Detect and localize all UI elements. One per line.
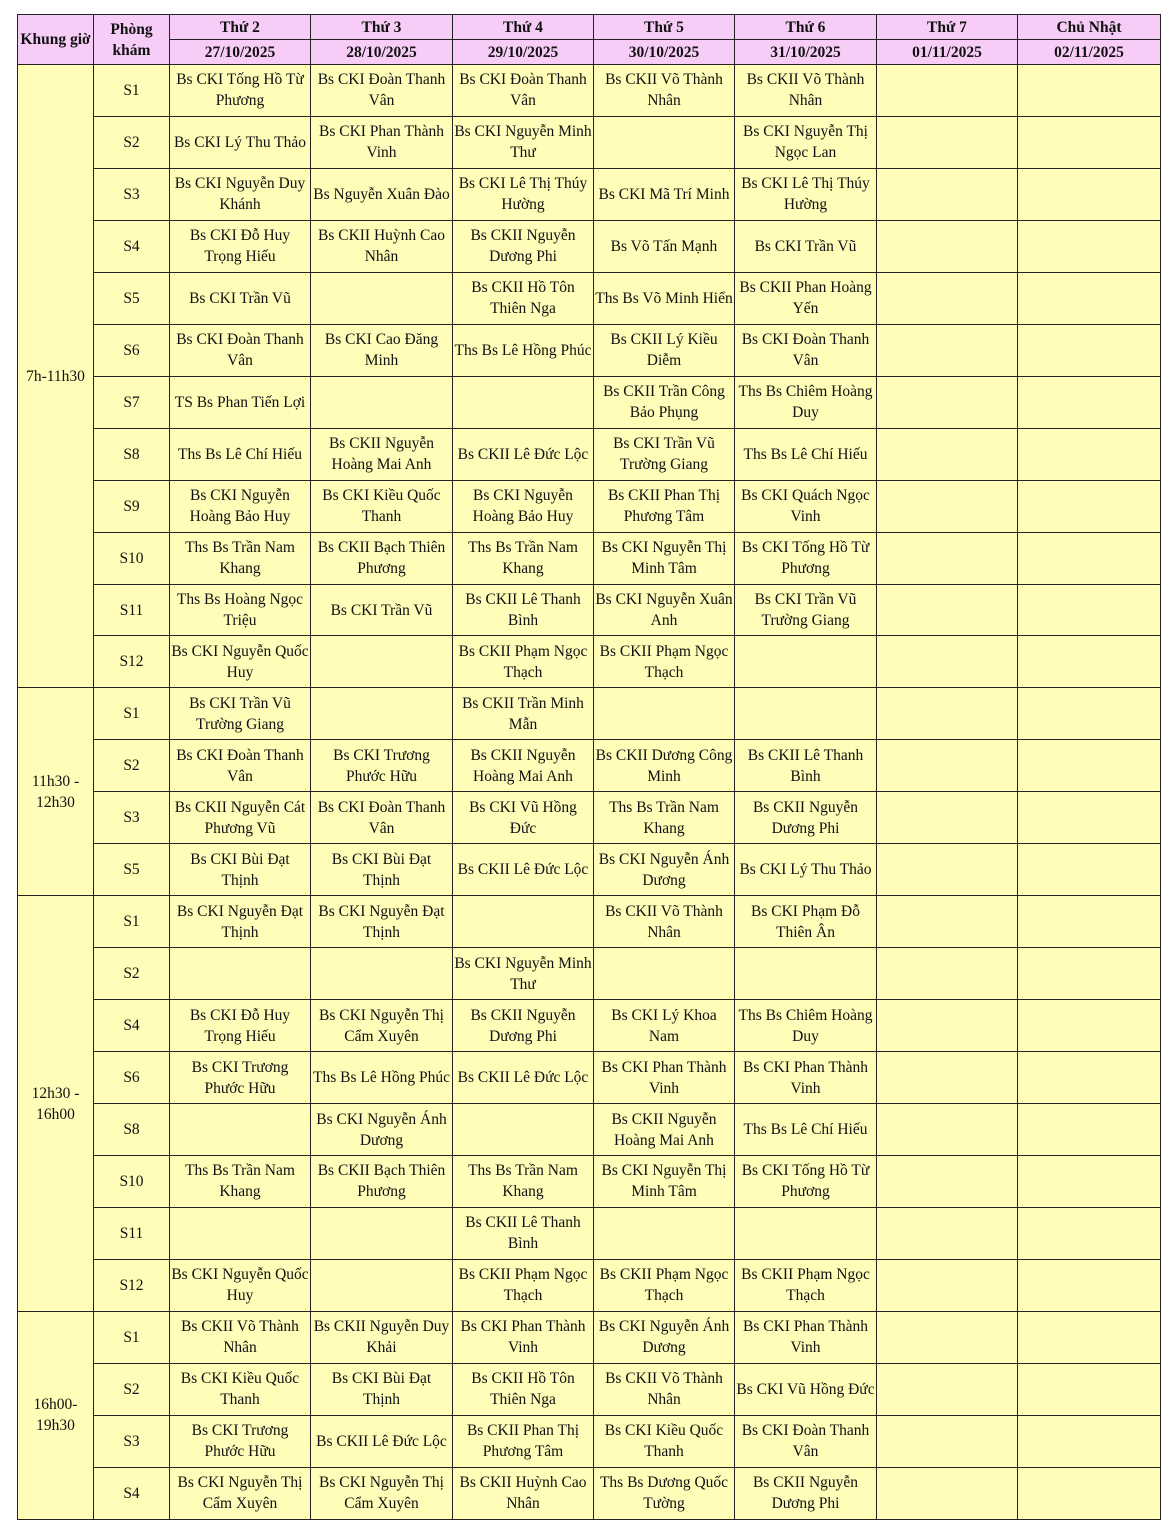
table-row (18, 1311, 1161, 1363)
doctor-cell (594, 948, 735, 1000)
header-day: Chủ Nhật (1018, 15, 1161, 40)
doctor-cell (1018, 792, 1161, 844)
header-date: 30/10/2025 (594, 40, 735, 65)
doctor-cell: Bs CKII Phạm Ngọc Thạch (735, 1259, 877, 1311)
doctor-cell: Ths Bs Trần Nam Khang (453, 1156, 594, 1208)
time-slot-cell: 16h00- 19h30 (18, 1311, 94, 1519)
doctor-cell (877, 272, 1018, 324)
doctor-cell (877, 688, 1018, 740)
doctor-cell (877, 532, 1018, 584)
doctor-cell (1018, 428, 1161, 480)
doctor-cell: Bs CKII Võ Thành Nhân (594, 65, 735, 117)
table-row (18, 688, 1161, 740)
table-row (18, 168, 1161, 220)
doctor-cell: Ths Bs Chiêm Hoàng Duy (735, 376, 877, 428)
room-cell: S2 (94, 948, 170, 1000)
table-row (18, 1207, 1161, 1259)
doctor-cell: Bs CKII Hồ Tôn Thiên Nga (453, 1363, 594, 1415)
doctor-cell: Bs CKI Nguyễn Xuân Anh (594, 584, 735, 636)
room-cell: S11 (94, 584, 170, 636)
doctor-cell: Bs CKI Nguyễn Thị Minh Tâm (594, 532, 735, 584)
doctor-cell: Ths Bs Trần Nam Khang (170, 1156, 311, 1208)
header-row-days (18, 15, 1161, 40)
doctor-cell (311, 1207, 453, 1259)
time-slot-cell: 7h-11h30 (18, 65, 94, 688)
room-cell: S1 (94, 688, 170, 740)
doctor-cell: Bs CKII Lê Đức Lộc (311, 1415, 453, 1467)
doctor-cell: Bs CKII Phan Thị Phương Tâm (453, 1415, 594, 1467)
room-cell: S2 (94, 116, 170, 168)
doctor-cell (735, 688, 877, 740)
doctor-cell (1018, 1104, 1161, 1156)
doctor-cell: Bs CKI Tống Hồ Từ Phương (170, 65, 311, 117)
doctor-cell: Bs CKI Nguyễn Hoàng Bảo Huy (170, 480, 311, 532)
doctor-cell: TS Bs Phan Tiến Lợi (170, 376, 311, 428)
doctor-cell: Bs CKII Lê Thanh Bình (453, 584, 594, 636)
room-cell: S1 (94, 896, 170, 948)
doctor-cell (1018, 480, 1161, 532)
doctor-cell: Ths Bs Trần Nam Khang (453, 532, 594, 584)
doctor-cell (1018, 688, 1161, 740)
doctor-cell: Bs CKII Lê Thanh Bình (453, 1207, 594, 1259)
room-cell: S4 (94, 1000, 170, 1052)
table-row (18, 1259, 1161, 1311)
header-day: Thứ 7 (877, 15, 1018, 40)
doctor-cell: Bs CKI Lê Thị Thúy Hường (453, 168, 594, 220)
doctor-cell (170, 948, 311, 1000)
doctor-cell: Bs CKI Đoàn Thanh Vân (735, 324, 877, 376)
doctor-cell (877, 1156, 1018, 1208)
doctor-cell: Bs CKI Phan Thành Vinh (735, 1052, 877, 1104)
header-row-dates (18, 40, 1161, 65)
doctor-cell: Ths Bs Dương Quốc Tường (594, 1467, 735, 1519)
room-cell: S3 (94, 1415, 170, 1467)
doctor-cell: Bs CKII Dương Công Minh (594, 740, 735, 792)
doctor-cell (1018, 636, 1161, 688)
doctor-cell: Bs CKII Nguyễn Duy Khải (311, 1311, 453, 1363)
doctor-cell: Bs CKII Huỳnh Cao Nhân (453, 1467, 594, 1519)
doctor-cell (1018, 1415, 1161, 1467)
doctor-cell: Bs CKI Bùi Đạt Thịnh (170, 844, 311, 896)
doctor-cell (311, 1259, 453, 1311)
doctor-cell: Bs CKI Phan Thành Vinh (311, 116, 453, 168)
doctor-cell: Ths Bs Lê Hồng Phúc (311, 1052, 453, 1104)
doctor-cell: Bs CKI Phan Thành Vinh (453, 1311, 594, 1363)
doctor-cell (877, 220, 1018, 272)
table-row (18, 584, 1161, 636)
header-date: 27/10/2025 (170, 40, 311, 65)
table-row (18, 896, 1161, 948)
header-date: 28/10/2025 (311, 40, 453, 65)
table-row (18, 636, 1161, 688)
header-day: Thứ 6 (735, 15, 877, 40)
doctor-cell (594, 688, 735, 740)
doctor-cell (1018, 948, 1161, 1000)
table-row (18, 65, 1161, 117)
doctor-cell (877, 1467, 1018, 1519)
doctor-cell: Bs CKI Kiều Quốc Thanh (594, 1415, 735, 1467)
doctor-cell (877, 896, 1018, 948)
doctor-cell: Bs CKII Phạm Ngọc Thạch (594, 636, 735, 688)
doctor-cell: Bs CKI Trương Phước Hữu (170, 1052, 311, 1104)
doctor-cell: Bs CKI Lý Thu Thảo (735, 844, 877, 896)
doctor-cell: Bs CKI Trần Vũ Trường Giang (735, 584, 877, 636)
table-row (18, 272, 1161, 324)
doctor-cell: Bs CKI Phạm Đỗ Thiên Ân (735, 896, 877, 948)
doctor-cell: Bs CKI Nguyễn Thị Cẩm Xuyên (311, 1467, 453, 1519)
doctor-cell: Bs CKI Đoàn Thanh Vân (311, 65, 453, 117)
doctor-cell (877, 1259, 1018, 1311)
doctor-cell: Bs CKII Lý Kiều Diễm (594, 324, 735, 376)
doctor-cell: Bs CKI Kiều Quốc Thanh (311, 480, 453, 532)
table-row (18, 116, 1161, 168)
doctor-cell: Bs CKII Phạm Ngọc Thạch (594, 1259, 735, 1311)
doctor-cell: Bs CKII Nguyễn Dương Phi (735, 1467, 877, 1519)
doctor-cell (877, 792, 1018, 844)
room-cell: S5 (94, 844, 170, 896)
doctor-cell (877, 428, 1018, 480)
doctor-cell (1018, 1311, 1161, 1363)
doctor-cell: Bs CKII Nguyễn Hoàng Mai Anh (453, 740, 594, 792)
doctor-cell: Bs CKII Lê Đức Lộc (453, 844, 594, 896)
doctor-cell: Bs CKI Vũ Hồng Đức (453, 792, 594, 844)
doctor-cell (1018, 376, 1161, 428)
doctor-cell (1018, 168, 1161, 220)
doctor-cell (735, 636, 877, 688)
doctor-cell (877, 1363, 1018, 1415)
doctor-cell (594, 116, 735, 168)
doctor-cell: Bs CKI Quách Ngọc Vinh (735, 480, 877, 532)
doctor-cell (1018, 1156, 1161, 1208)
doctor-cell: Bs CKI Vũ Hồng Đức (735, 1363, 877, 1415)
room-cell: S2 (94, 1363, 170, 1415)
table-row (18, 324, 1161, 376)
table-row (18, 1000, 1161, 1052)
doctor-cell: Bs CKI Nguyễn Thị Minh Tâm (594, 1156, 735, 1208)
table-row (18, 844, 1161, 896)
doctor-cell: Bs CKI Bùi Đạt Thịnh (311, 844, 453, 896)
doctor-cell (1018, 844, 1161, 896)
doctor-cell: Ths Bs Trần Nam Khang (594, 792, 735, 844)
room-cell: S9 (94, 480, 170, 532)
room-cell: S11 (94, 1207, 170, 1259)
doctor-cell (877, 1415, 1018, 1467)
doctor-cell: Bs CKII Phạm Ngọc Thạch (453, 1259, 594, 1311)
room-cell: S8 (94, 1104, 170, 1156)
schedule-table (17, 14, 1161, 1520)
doctor-cell (594, 1207, 735, 1259)
doctor-cell (877, 636, 1018, 688)
doctor-cell: Bs CKI Nguyễn Đạt Thịnh (311, 896, 453, 948)
doctor-cell (877, 844, 1018, 896)
doctor-cell (1018, 1207, 1161, 1259)
doctor-cell: Bs CKII Võ Thành Nhân (594, 1363, 735, 1415)
header-date: 02/11/2025 (1018, 40, 1161, 65)
doctor-cell (1018, 116, 1161, 168)
schedule-body (18, 65, 1161, 1520)
doctor-cell: Bs CKI Trương Phước Hữu (311, 740, 453, 792)
room-cell: S8 (94, 428, 170, 480)
doctor-cell: Bs CKI Tống Hồ Từ Phương (735, 1156, 877, 1208)
header-room: Phòng khám (94, 15, 170, 65)
header-day: Thứ 5 (594, 15, 735, 40)
doctor-cell: Bs CKI Tống Hồ Từ Phương (735, 532, 877, 584)
doctor-cell (1018, 1000, 1161, 1052)
doctor-cell: Bs CKI Nguyễn Ánh Dương (594, 844, 735, 896)
doctor-cell: Bs CKI Nguyễn Thị Cẩm Xuyên (311, 1000, 453, 1052)
doctor-cell: Bs CKII Trần Công Bảo Phụng (594, 376, 735, 428)
doctor-cell: Bs CKII Nguyễn Hoàng Mai Anh (594, 1104, 735, 1156)
doctor-cell: Ths Bs Lê Hồng Phúc (453, 324, 594, 376)
doctor-cell: Bs CKII Võ Thành Nhân (735, 65, 877, 117)
doctor-cell (877, 376, 1018, 428)
doctor-cell: Bs CKII Lê Thanh Bình (735, 740, 877, 792)
table-row (18, 220, 1161, 272)
table-row (18, 532, 1161, 584)
room-cell: S1 (94, 1311, 170, 1363)
doctor-cell (877, 1311, 1018, 1363)
doctor-cell (170, 1104, 311, 1156)
doctor-cell: Bs CKI Đoàn Thanh Vân (453, 65, 594, 117)
room-cell: S4 (94, 1467, 170, 1519)
doctor-cell (877, 740, 1018, 792)
doctor-cell (877, 584, 1018, 636)
doctor-cell: Bs CKI Nguyễn Quốc Huy (170, 636, 311, 688)
doctor-cell (877, 1052, 1018, 1104)
doctor-cell: Bs CKII Bạch Thiên Phương (311, 532, 453, 584)
room-cell: S10 (94, 1156, 170, 1208)
doctor-cell (1018, 1052, 1161, 1104)
doctor-cell: Bs Võ Tấn Mạnh (594, 220, 735, 272)
doctor-cell: Ths Bs Hoàng Ngọc Triệu (170, 584, 311, 636)
doctor-cell: Bs CKI Lê Thị Thúy Hường (735, 168, 877, 220)
doctor-cell: Bs CKI Đỗ Huy Trọng Hiếu (170, 1000, 311, 1052)
doctor-cell (311, 948, 453, 1000)
table-row (18, 792, 1161, 844)
table-row (18, 376, 1161, 428)
doctor-cell: Bs CKII Võ Thành Nhân (594, 896, 735, 948)
room-cell: S6 (94, 1052, 170, 1104)
table-row (18, 1052, 1161, 1104)
doctor-cell (877, 1104, 1018, 1156)
doctor-cell (170, 1207, 311, 1259)
doctor-cell: Bs CKI Đoàn Thanh Vân (170, 324, 311, 376)
doctor-cell (453, 896, 594, 948)
table-row (18, 740, 1161, 792)
doctor-cell (1018, 1467, 1161, 1519)
doctor-cell (877, 65, 1018, 117)
doctor-cell (1018, 1259, 1161, 1311)
doctor-cell: Bs CKI Đoàn Thanh Vân (735, 1415, 877, 1467)
doctor-cell: Bs CKI Trần Vũ (170, 272, 311, 324)
doctor-cell (453, 1104, 594, 1156)
room-cell: S3 (94, 792, 170, 844)
doctor-cell: Ths Bs Võ Minh Hiển (594, 272, 735, 324)
table-row (18, 1363, 1161, 1415)
header-date: 31/10/2025 (735, 40, 877, 65)
doctor-cell: Bs CKI Nguyễn Ánh Dương (594, 1311, 735, 1363)
table-row (18, 1467, 1161, 1519)
header-day: Thứ 4 (453, 15, 594, 40)
doctor-cell: Bs CKI Nguyễn Ánh Dương (311, 1104, 453, 1156)
doctor-cell: Bs CKI Nguyễn Thị Ngọc Lan (735, 116, 877, 168)
doctor-cell: Bs CKI Đoàn Thanh Vân (170, 740, 311, 792)
doctor-cell: Bs CKI Trần Vũ (735, 220, 877, 272)
doctor-cell (877, 324, 1018, 376)
doctor-cell: Bs CKII Lê Đức Lộc (453, 428, 594, 480)
doctor-cell: Bs CKII Nguyễn Dương Phi (453, 1000, 594, 1052)
room-cell: S7 (94, 376, 170, 428)
doctor-cell: Bs CKI Nguyễn Hoàng Bảo Huy (453, 480, 594, 532)
doctor-cell (877, 168, 1018, 220)
doctor-cell (1018, 220, 1161, 272)
room-cell: S10 (94, 532, 170, 584)
doctor-cell: Bs CKII Nguyễn Dương Phi (735, 792, 877, 844)
doctor-cell (1018, 740, 1161, 792)
doctor-cell (311, 636, 453, 688)
doctor-cell: Bs CKI Nguyễn Đạt Thịnh (170, 896, 311, 948)
doctor-cell: Bs CKII Huỳnh Cao Nhân (311, 220, 453, 272)
doctor-cell (1018, 896, 1161, 948)
header-slot: Khung giờ (18, 15, 94, 65)
doctor-cell: Ths Bs Lê Chí Hiếu (170, 428, 311, 480)
doctor-cell (1018, 272, 1161, 324)
table-row (18, 948, 1161, 1000)
room-cell: S2 (94, 740, 170, 792)
doctor-cell: Bs CKI Nguyễn Minh Thư (453, 116, 594, 168)
doctor-cell: Bs CKII Nguyễn Cát Phương Vũ (170, 792, 311, 844)
doctor-cell: Bs CKI Phan Thành Vinh (594, 1052, 735, 1104)
doctor-cell: Bs CKI Bùi Đạt Thịnh (311, 1363, 453, 1415)
doctor-cell: Ths Bs Trần Nam Khang (170, 532, 311, 584)
doctor-cell (1018, 324, 1161, 376)
doctor-cell: Bs CKI Đỗ Huy Trọng Hiếu (170, 220, 311, 272)
time-slot-cell: 11h30 - 12h30 (18, 688, 94, 896)
doctor-cell: Bs CKII Lê Đức Lộc (453, 1052, 594, 1104)
doctor-cell: Bs CKII Nguyễn Dương Phi (453, 220, 594, 272)
doctor-cell: Bs CKI Lý Khoa Nam (594, 1000, 735, 1052)
doctor-cell (877, 1207, 1018, 1259)
doctor-cell: Bs CKI Lý Thu Thảo (170, 116, 311, 168)
doctor-cell: Bs CKI Nguyễn Duy Khánh (170, 168, 311, 220)
table-row (18, 480, 1161, 532)
doctor-cell: Bs CKI Kiều Quốc Thanh (170, 1363, 311, 1415)
doctor-cell (1018, 65, 1161, 117)
room-cell: S3 (94, 168, 170, 220)
room-cell: S6 (94, 324, 170, 376)
table-row (18, 1104, 1161, 1156)
doctor-cell: Bs CKII Võ Thành Nhân (170, 1311, 311, 1363)
doctor-cell: Ths Bs Lê Chí Hiếu (735, 428, 877, 480)
doctor-cell: Bs CKII Hồ Tôn Thiên Nga (453, 272, 594, 324)
doctor-cell: Bs CKII Trần Minh Mẫn (453, 688, 594, 740)
header-day: Thứ 3 (311, 15, 453, 40)
room-cell: S12 (94, 636, 170, 688)
doctor-cell (1018, 584, 1161, 636)
doctor-cell (877, 480, 1018, 532)
doctor-cell (877, 1000, 1018, 1052)
doctor-cell: Bs CKI Đoàn Thanh Vân (311, 792, 453, 844)
room-cell: S4 (94, 220, 170, 272)
doctor-cell (311, 688, 453, 740)
doctor-cell: Bs CKI Nguyễn Thị Cẩm Xuyên (170, 1467, 311, 1519)
header-date: 01/11/2025 (877, 40, 1018, 65)
doctor-cell (311, 272, 453, 324)
doctor-cell: Bs CKI Trần Vũ (311, 584, 453, 636)
table-row (18, 428, 1161, 480)
doctor-cell: Bs Nguyễn Xuân Đào (311, 168, 453, 220)
doctor-cell: Bs CKII Bạch Thiên Phương (311, 1156, 453, 1208)
room-cell: S5 (94, 272, 170, 324)
doctor-cell: Bs CKII Phạm Ngọc Thạch (453, 636, 594, 688)
doctor-cell (735, 948, 877, 1000)
doctor-cell (1018, 1363, 1161, 1415)
doctor-cell: Bs CKI Trương Phước Hữu (170, 1415, 311, 1467)
doctor-cell (453, 376, 594, 428)
table-row (18, 1415, 1161, 1467)
doctor-cell: Bs CKI Trần Vũ Trường Giang (170, 688, 311, 740)
doctor-cell: Bs CKI Cao Đăng Minh (311, 324, 453, 376)
doctor-cell (877, 948, 1018, 1000)
room-cell: S1 (94, 65, 170, 117)
header-day: Thứ 2 (170, 15, 311, 40)
doctor-cell: Ths Bs Chiêm Hoàng Duy (735, 1000, 877, 1052)
doctor-cell: Bs CKII Nguyễn Hoàng Mai Anh (311, 428, 453, 480)
doctor-cell: Bs CKI Nguyễn Quốc Huy (170, 1259, 311, 1311)
time-slot-cell: 12h30 - 16h00 (18, 896, 94, 1312)
room-cell: S12 (94, 1259, 170, 1311)
table-row (18, 1156, 1161, 1208)
doctor-cell: Bs CKI Nguyễn Minh Thư (453, 948, 594, 1000)
doctor-cell: Bs CKI Mã Trí Minh (594, 168, 735, 220)
doctor-cell: Bs CKII Phan Thị Phương Tâm (594, 480, 735, 532)
doctor-cell (1018, 532, 1161, 584)
doctor-cell: Bs CKI Phan Thành Vinh (735, 1311, 877, 1363)
header-date: 29/10/2025 (453, 40, 594, 65)
doctor-cell (311, 376, 453, 428)
doctor-cell: Bs CKII Phan Hoàng Yến (735, 272, 877, 324)
doctor-cell: Ths Bs Lê Chí Hiếu (735, 1104, 877, 1156)
doctor-cell: Bs CKI Trần Vũ Trường Giang (594, 428, 735, 480)
doctor-cell (735, 1207, 877, 1259)
doctor-cell (877, 116, 1018, 168)
